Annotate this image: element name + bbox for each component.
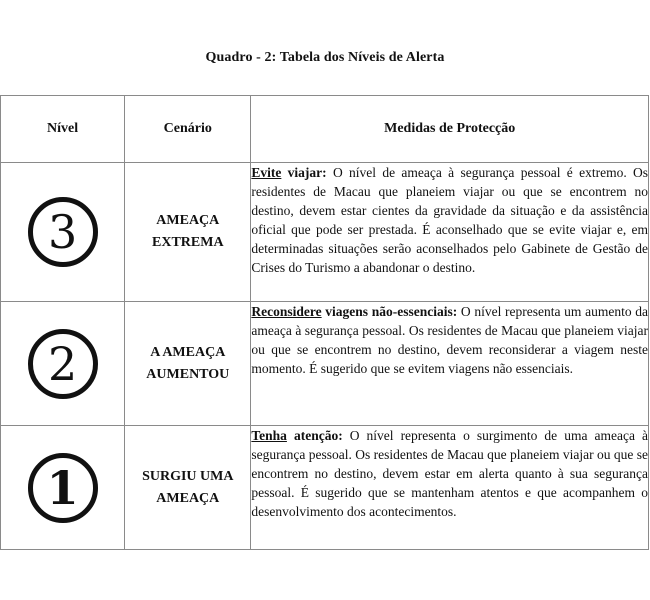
scenario-cell bbox=[125, 163, 251, 302]
scenario-line-1: A AMEAÇA bbox=[150, 344, 226, 360]
level-1-circle-icon: 1 bbox=[28, 453, 98, 523]
measure-lead-bold: viajar: bbox=[281, 165, 327, 180]
level-cell bbox=[1, 426, 125, 550]
table-caption: Quadro - 2: Tabela dos Níveis de Alerta bbox=[205, 50, 445, 65]
measure-text: O nível representa o surgimento de uma ameaça à segurança pessoal. Os residentes de Macau que planeiem viajar ou que se encontrem no destino, devem estar em alerta quanto à sua segurança pessoal. É sugerido que se mantenham atentos e que acompanhem o desenvolvimento dos acontecimentos. bbox=[251, 428, 648, 519]
level-2-circle-icon: 2 bbox=[28, 329, 98, 399]
scenario-line-1: AMEAÇA bbox=[156, 213, 220, 228]
scenario-line-2: EXTREMA bbox=[152, 235, 224, 250]
measure-text: O nível representa um aumento da ameaça à segurança pessoal. Os residentes de Macau que planeiem viajar ou que se encontrem no destino, devem reconsiderar a viagem neste momento. É sugerido que se evitem viagens não essenciais. bbox=[251, 304, 648, 376]
measure-lead-underlined: Tenha bbox=[251, 428, 287, 443]
measures-cell bbox=[251, 302, 649, 426]
scenario-line-2: AUMENTOU bbox=[146, 366, 230, 382]
scenario-cell bbox=[125, 302, 251, 426]
table-row-level-1 bbox=[1, 426, 649, 550]
header-row bbox=[1, 96, 649, 163]
table-row-level-2 bbox=[1, 302, 649, 426]
measures-cell bbox=[251, 426, 649, 550]
measures-cell bbox=[251, 163, 649, 302]
measure-text: O nível de ameaça à segurança pessoal é extremo. Os residentes de Macau que planeiem viajar ou que se encontrem no destino, devem estar cientes da gravidade da situação e da assistência oficial que pode ser prestada. É aconselhado que se evite viajar e, em determinadas situações serão aconselhados pelo Gabinete de Gestão de Crises do Turismo a abandonar o destino. bbox=[251, 165, 649, 275]
measure-lead-bold: atenção: bbox=[286, 428, 343, 443]
level-cell bbox=[1, 302, 125, 426]
header-scenario: Cenário bbox=[125, 96, 251, 163]
table-row-level-3 bbox=[1, 163, 649, 302]
scenario-line-1: SURGIU UMA bbox=[142, 468, 234, 484]
alert-levels-table bbox=[0, 95, 649, 550]
level-3-circle-icon: 3 bbox=[28, 197, 98, 267]
header-measures: Medidas de Protecção bbox=[251, 96, 649, 163]
header-level: Nível bbox=[1, 96, 125, 163]
measure-lead-bold: viagens não-essenciais: bbox=[321, 304, 458, 319]
measure-lead-underlined: Evite bbox=[251, 165, 282, 180]
scenario-line-2: AMEAÇA bbox=[156, 490, 220, 506]
level-cell bbox=[1, 163, 125, 302]
measure-lead-underlined: Reconsidere bbox=[251, 304, 322, 319]
scenario-cell bbox=[125, 426, 251, 550]
